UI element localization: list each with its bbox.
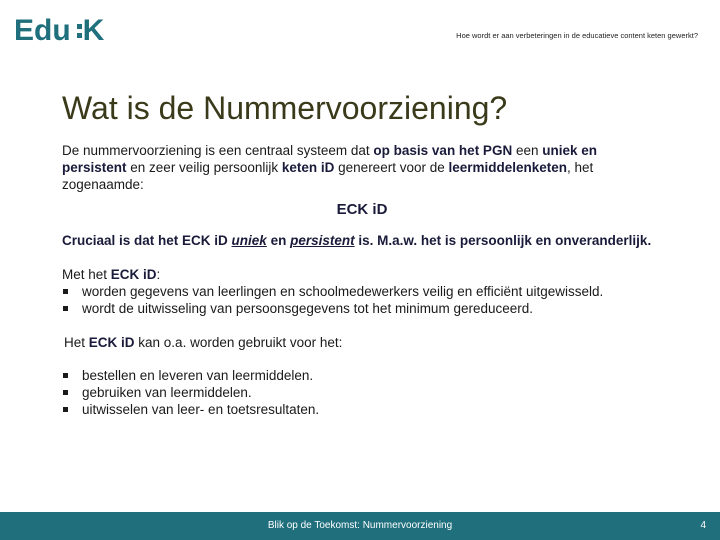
crucial-emphasis: uniek [231,233,267,248]
intro-text: en zeer veilig persoonlijk [126,160,282,175]
list-item: gebruiken van leermiddelen. [62,384,662,401]
list-item: bestellen en leveren van leermiddelen. [62,367,662,384]
intro-text: , het zogenaamde: [62,160,594,192]
use-lead-text: kan o.a. worden gebruikt voor het: [134,335,343,350]
list-item: wordt de uitwisseling van persoonsgegevens tot het minimum gereduceerd. [62,300,662,317]
intro-text: genereert voor de [334,160,449,175]
list-item: worden gegevens van leerlingen en schoolmedewerkers veilig en efficiënt uitgewisseld. [62,283,662,300]
logo-text: Edu [14,14,71,47]
crucial-emphasis: persistent [290,233,355,248]
footer-bar [0,512,720,540]
use-lead-text: Het [64,335,89,350]
intro-bold: keten iD [281,160,335,175]
slide-title: Wat is de Nummervoorziening? [62,90,508,126]
met-lead-bold: ECK iD [110,267,157,282]
logo-letter: K [82,14,105,47]
footer-text: Blik op de Toekomst: Nummervoorziening [267,520,453,531]
page-number: 4 [700,520,706,531]
crucial-text: is. M.a.w. het is persoonlijk en onveranderlijk. [354,233,652,248]
intro-text: een [512,143,543,158]
intro-bold: leermiddelenketen [448,160,568,175]
crucial-text: Cruciaal is dat het ECK iD [62,233,232,248]
slide-content [62,142,662,418]
intro-bold: op basis van het PGN [373,143,513,158]
use-lead [62,334,662,351]
crucial-text: en [266,233,291,248]
list-item: uitwisselen van leer- en toetsresultaten. [62,401,662,418]
eck-id-label: ECK iD [336,201,388,218]
met-lead-text: : [156,267,161,282]
met-lead [62,266,662,283]
crucial-paragraph [62,232,662,249]
logo-dots-icon [77,22,82,40]
met-list [62,283,662,317]
use-lead-bold: ECK iD [88,335,135,350]
met-lead-text: Met het [62,267,111,282]
intro-paragraph [62,142,662,193]
edu-k-logo [14,16,104,46]
use-list [62,367,662,418]
intro-bold: uniek en persistent [62,143,597,175]
intro-text: De nummervoorziening is een centraal systeem dat [62,143,374,158]
header-tagline: Hoe wordt er aan verbeteringen in de educatieve content keten gewerkt? [456,31,698,40]
